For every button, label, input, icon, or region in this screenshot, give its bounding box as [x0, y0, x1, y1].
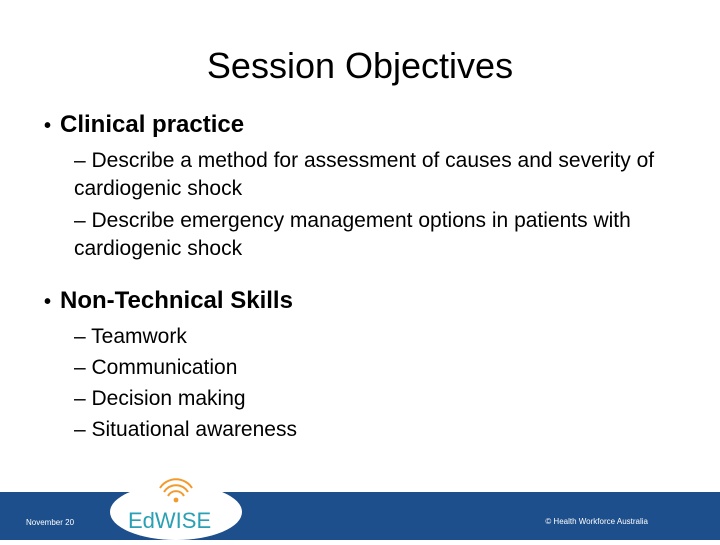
sub-list [44, 147, 684, 263]
sub-list [44, 323, 684, 444]
logo-text: EdWISE [128, 508, 212, 533]
list-item: – Decision making [74, 387, 246, 410]
heading-text: Clinical practice [60, 111, 245, 138]
section-clinical-practice [44, 110, 684, 267]
edwise-logo [108, 466, 244, 540]
bullet-icon: • [44, 115, 52, 137]
heading-text: Non-Technical Skills [60, 287, 293, 314]
section-heading [44, 286, 684, 317]
section-non-technical-skills [44, 286, 684, 447]
bullet-icon: • [44, 291, 52, 313]
footer-date: November 20 [26, 518, 75, 527]
slide-title: Session Objectives [206, 45, 514, 86]
list-item: – Describe emergency management options in patients with cardiogenic shock [74, 209, 631, 260]
list-item: – Communication [74, 356, 238, 379]
footer-copyright: © Health Workforce Australia [545, 517, 648, 526]
section-heading [44, 110, 684, 141]
edwise-logo-graphic [108, 466, 244, 540]
list-item: – Describe a method for assessment of causes and severity of cardiogenic shock [74, 149, 655, 200]
list-item: – Teamwork [74, 325, 187, 348]
list-item: – Situational awareness [74, 418, 297, 441]
